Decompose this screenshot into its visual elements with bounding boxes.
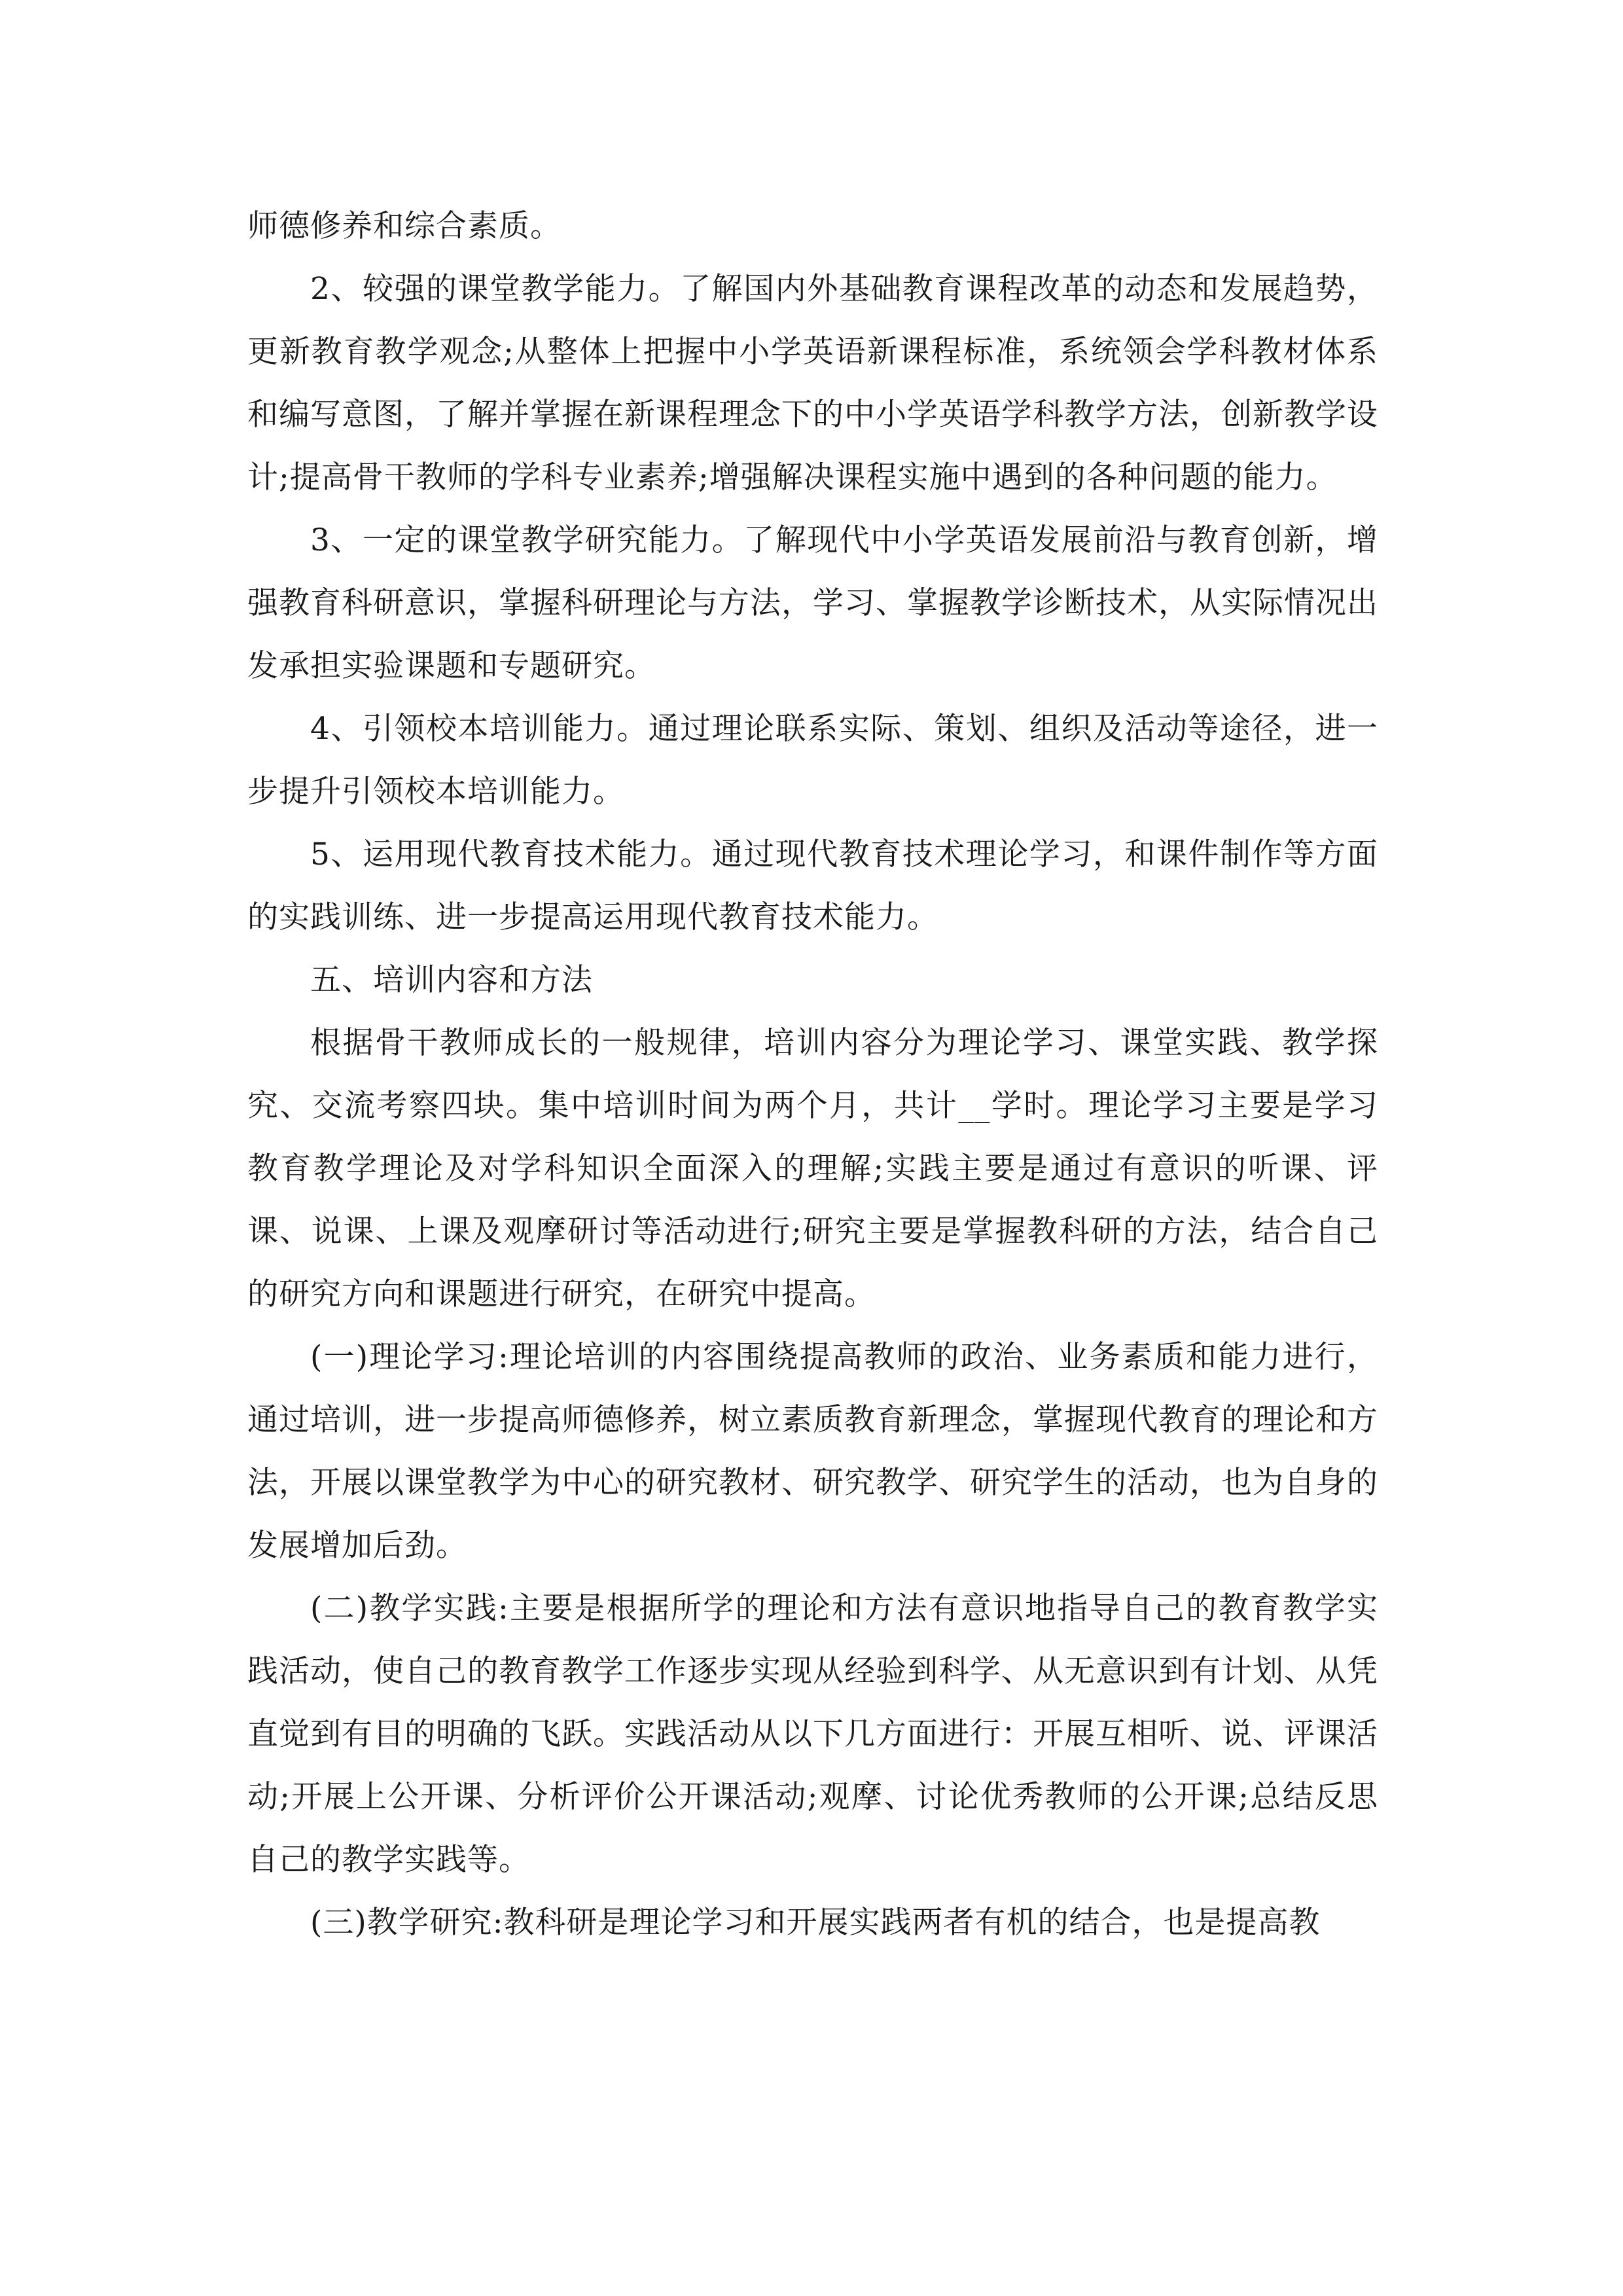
paragraph-training-overview: 根据骨干教师成长的一般规律，培训内容分为理论学习、课堂实践、教学探究、交流考察四块。集中培训时间为两个月，共计__学时。理论学习主要是学习教育教学理论及对学科知识全面深入的理解;实践主要是通过有意识的听课、评课、说课、上课及观摩研讨等活动进行;研究主要是掌握教科研的方法，结合自己的研究方向和课题进行研究，在研究中提高。	[247, 1025, 1378, 1312]
paragraph-item-4: 4、引领校本培训能力。通过理论联系实际、策划、组织及活动等途径，进一步提升引领校本培训能力。	[247, 711, 1378, 810]
document-body	[247, 195, 1378, 1954]
paragraph-item-2: 2、较强的课堂教学能力。了解国内外基础教育课程改革的动态和发展趋势，更新教育教学观念;从整体上把握中小学英语新课程标准，系统领会学科教材体系和编写意图，了解并掌握在新课程理念下的中小学英语学科教学方法，创新教学设计;提高骨干教师的学科专业素养;增强解决课程实施中遇到的各种问题的能力。	[247, 271, 1378, 495]
paragraph-teaching-research: (三)教学研究:教科研是理论学习和开展实践两者有机的结合，也是提高教	[310, 1905, 1321, 1941]
paragraph-theory-study: (一)理论学习:理论培训的内容围绕提高教师的政治、业务素质和能力进行，通过培训，进一步提高师德修养，树立素质教育新理念，掌握现代教育的理论和方法，开展以课堂教学为中心的研究教材、研究教学、研究学生的活动，也为自身的发展增加后劲。	[247, 1339, 1378, 1564]
paragraph-item-5: 5、运用现代教育技术能力。通过现代教育技术理论学习，和课件制作等方面的实践训练、进一步提高运用现代教育技术能力。	[247, 836, 1378, 935]
paragraph-teaching-practice: (二)教学实践:主要是根据所学的理论和方法有意识地指导自己的教育教学实践活动，使自己的教育教学工作逐步实现从经验到科学、从无意识到有计划、从凭直觉到有目的明确的飞跃。实践活动从以下几方面进行：开展互相听、说、评课活动;开展上公开课、分析评价公开课活动;观摩、讨论优秀教师的公开课;总结反思自己的教学实践等。	[247, 1590, 1378, 1878]
paragraph-continuation: 师德修养和综合素质。	[247, 208, 562, 244]
section-heading-5: 五、培训内容和方法	[310, 962, 593, 998]
paragraph-item-3: 3、一定的课堂教学研究能力。了解现代中小学英语发展前沿与教育创新，增强教育科研意识，掌握科研理论与方法，学习、掌握教学诊断技术，从实际情况出发承担实验课题和专题研究。	[247, 522, 1378, 684]
